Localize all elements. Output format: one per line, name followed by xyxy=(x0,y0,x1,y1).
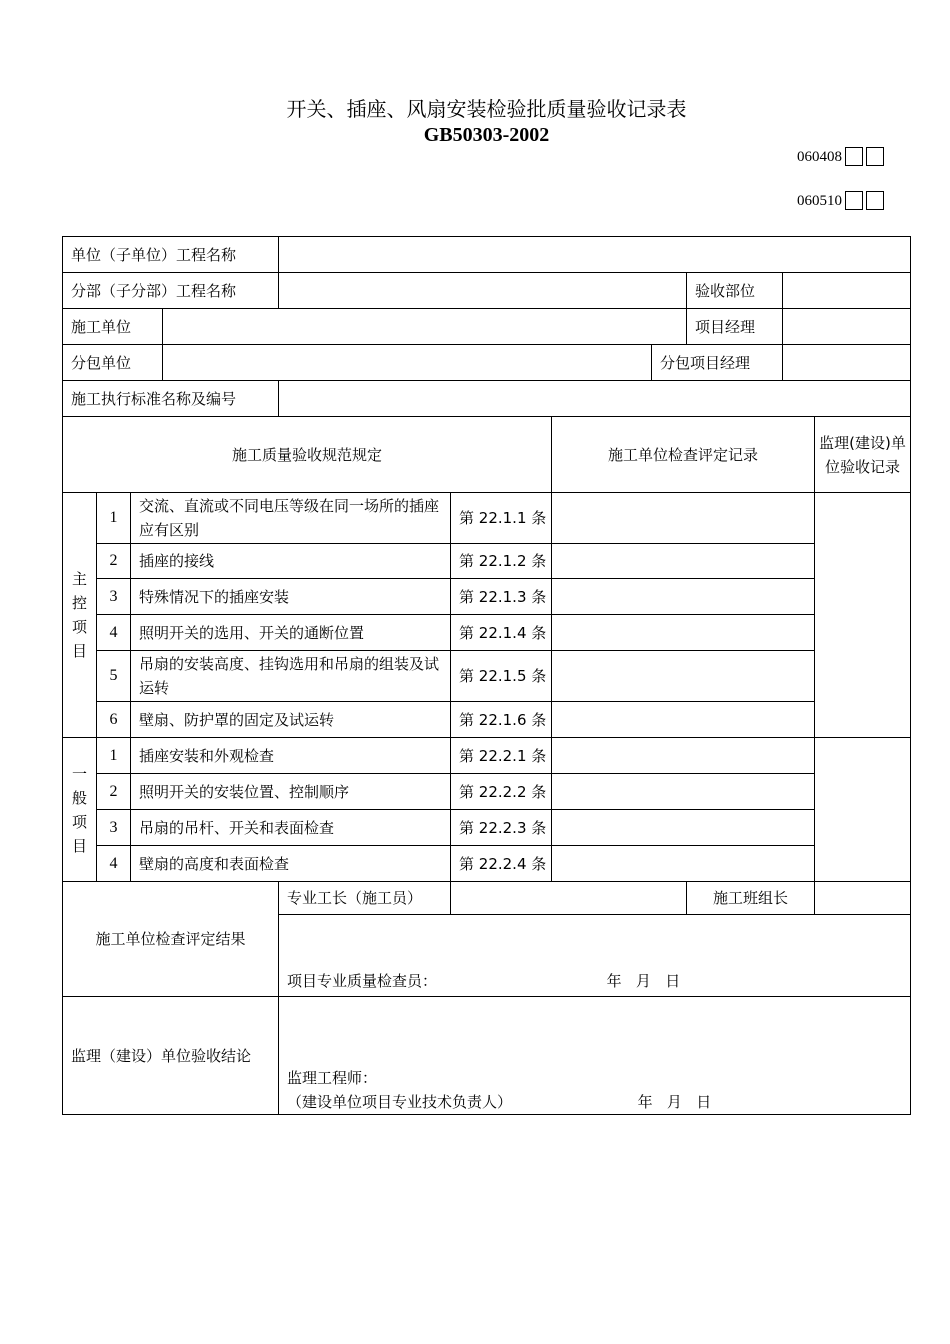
item-text: 照明开关的选用、开关的通断位置 xyxy=(131,615,451,651)
subcontract-row xyxy=(63,345,911,381)
check-record-field[interactable] xyxy=(552,651,815,702)
conclusion-date: 年 月 日 xyxy=(637,1093,712,1111)
main-item-row xyxy=(63,493,911,544)
item-number: 1 xyxy=(97,493,131,544)
subdivision-row xyxy=(63,273,911,309)
subcontract-unit-field[interactable] xyxy=(163,345,652,381)
construction-unit-label: 施工单位 xyxy=(63,309,163,345)
item-clause: 第 22.1.2 条 xyxy=(451,544,552,579)
group-char: 目 xyxy=(71,836,87,855)
group-char: 一 xyxy=(71,764,87,783)
group-char: 目 xyxy=(71,642,87,660)
general-item-row xyxy=(63,738,911,774)
item-number: 2 xyxy=(97,544,131,579)
standard-row xyxy=(63,381,911,417)
team-leader-field[interactable] xyxy=(815,882,911,915)
general-item-row xyxy=(63,774,911,810)
form-code-2 xyxy=(797,191,884,210)
form-code-1 xyxy=(797,147,884,166)
check-column-header: 施工单位检查评定记录 xyxy=(552,417,815,493)
check-record-field[interactable] xyxy=(552,738,815,774)
foreman-label: 专业工长（施工员） xyxy=(279,882,451,915)
group-char: 项 xyxy=(71,812,87,831)
subdivision-label: 分部（子分部）工程名称 xyxy=(63,273,279,309)
construction-unit-field[interactable] xyxy=(163,309,687,345)
main-supervision-field[interactable] xyxy=(815,493,911,738)
item-text: 插座安装和外观检查 xyxy=(131,738,451,774)
code-box[interactable] xyxy=(845,191,863,210)
item-clause: 第 22.1.3 条 xyxy=(451,579,552,615)
main-item-row xyxy=(63,544,911,579)
inspector-label: 项目专业质量检查员： xyxy=(287,972,438,990)
standard-label: 施工执行标准名称及编号 xyxy=(63,381,279,417)
item-clause: 第 22.2.2 条 xyxy=(451,774,552,810)
check-record-field[interactable] xyxy=(552,846,815,882)
owner-label: （建设单位项目专业技术负责人） xyxy=(287,1093,513,1111)
main-item-row xyxy=(63,702,911,738)
item-clause: 第 22.1.1 条 xyxy=(451,493,552,544)
standard-code: GB50303-2002 xyxy=(423,124,550,146)
subcontract-manager-label: 分包项目经理 xyxy=(652,345,783,381)
supervision-column-header: 监理(建设)单位验收记录 xyxy=(815,417,911,493)
item-clause: 第 22.2.3 条 xyxy=(451,810,552,846)
code-box[interactable] xyxy=(845,147,863,166)
construction-unit-row xyxy=(63,309,911,345)
unit-project-row xyxy=(63,237,911,273)
general-item-row xyxy=(63,810,911,846)
acceptance-table xyxy=(62,236,911,1115)
result-header-row xyxy=(63,882,911,915)
conclusion-label: 监理（建设）单位验收结论 xyxy=(63,997,279,1115)
code-box[interactable] xyxy=(866,191,884,210)
check-record-field[interactable] xyxy=(552,579,815,615)
subcontract-manager-field[interactable] xyxy=(783,345,911,381)
check-record-field[interactable] xyxy=(552,702,815,738)
project-manager-label: 项目经理 xyxy=(687,309,783,345)
item-number: 4 xyxy=(97,615,131,651)
main-control-group-label xyxy=(63,493,97,738)
result-date: 年 月 日 xyxy=(606,972,681,990)
group-char: 项 xyxy=(71,618,87,636)
unit-project-label: 单位（子单位）工程名称 xyxy=(63,237,279,273)
item-text: 交流、直流或不同电压等级在同一场所的插座应有区别 xyxy=(131,493,451,544)
acceptance-part-field[interactable] xyxy=(783,273,911,309)
form-code-2-text: 060510 xyxy=(797,193,842,209)
item-text: 壁扇的高度和表面检查 xyxy=(131,846,451,882)
item-number: 5 xyxy=(97,651,131,702)
conclusion-row xyxy=(63,997,911,1115)
project-manager-field[interactable] xyxy=(783,309,911,345)
acceptance-part-label: 验收部位 xyxy=(687,273,783,309)
group-char: 主 xyxy=(71,570,87,588)
item-clause: 第 22.1.6 条 xyxy=(451,702,552,738)
general-supervision-field[interactable] xyxy=(815,738,911,882)
main-item-row xyxy=(63,579,911,615)
item-number: 6 xyxy=(97,702,131,738)
main-item-row xyxy=(63,615,911,651)
item-text: 插座的接线 xyxy=(131,544,451,579)
form-code-1-text: 060408 xyxy=(797,149,842,165)
item-clause: 第 22.1.5 条 xyxy=(451,651,552,702)
item-text: 吊扇的安装高度、挂钩选用和吊扇的组装及试运转 xyxy=(131,651,451,702)
result-field[interactable] xyxy=(279,915,911,997)
item-text: 吊扇的吊杆、开关和表面检查 xyxy=(131,810,451,846)
item-number: 4 xyxy=(97,846,131,882)
group-char: 般 xyxy=(71,788,87,807)
check-record-field[interactable] xyxy=(552,810,815,846)
subdivision-field[interactable] xyxy=(279,273,687,309)
general-group-label xyxy=(63,738,97,882)
general-item-row xyxy=(63,846,911,882)
team-leader-label: 施工班组长 xyxy=(687,882,815,915)
item-text: 照明开关的安装位置、控制顺序 xyxy=(131,774,451,810)
unit-project-field[interactable] xyxy=(279,237,911,273)
item-clause: 第 22.1.4 条 xyxy=(451,615,552,651)
item-number: 3 xyxy=(97,810,131,846)
item-text: 壁扇、防护罩的固定及试运转 xyxy=(131,702,451,738)
item-number: 1 xyxy=(97,738,131,774)
main-item-row xyxy=(63,651,911,702)
group-char: 控 xyxy=(71,594,87,612)
check-record-field[interactable] xyxy=(552,615,815,651)
check-record-field[interactable] xyxy=(552,774,815,810)
form-title: 开关、插座、风扇安装检验批质量验收记录表 xyxy=(286,97,687,121)
foreman-field[interactable] xyxy=(451,882,687,915)
conclusion-field[interactable] xyxy=(279,997,911,1115)
check-record-field[interactable] xyxy=(552,493,815,544)
item-number: 3 xyxy=(97,579,131,615)
column-header-row xyxy=(63,417,911,493)
spec-column-header: 施工质量验收规范规定 xyxy=(63,417,552,493)
item-clause: 第 22.2.1 条 xyxy=(451,738,552,774)
code-box[interactable] xyxy=(866,147,884,166)
subcontract-unit-label: 分包单位 xyxy=(63,345,163,381)
result-label: 施工单位检查评定结果 xyxy=(63,882,279,997)
item-clause: 第 22.2.4 条 xyxy=(451,846,552,882)
check-record-field[interactable] xyxy=(552,544,815,579)
standard-field[interactable] xyxy=(279,381,911,417)
engineer-label: 监理工程师： xyxy=(287,1069,378,1087)
item-number: 2 xyxy=(97,774,131,810)
item-text: 特殊情况下的插座安装 xyxy=(131,579,451,615)
